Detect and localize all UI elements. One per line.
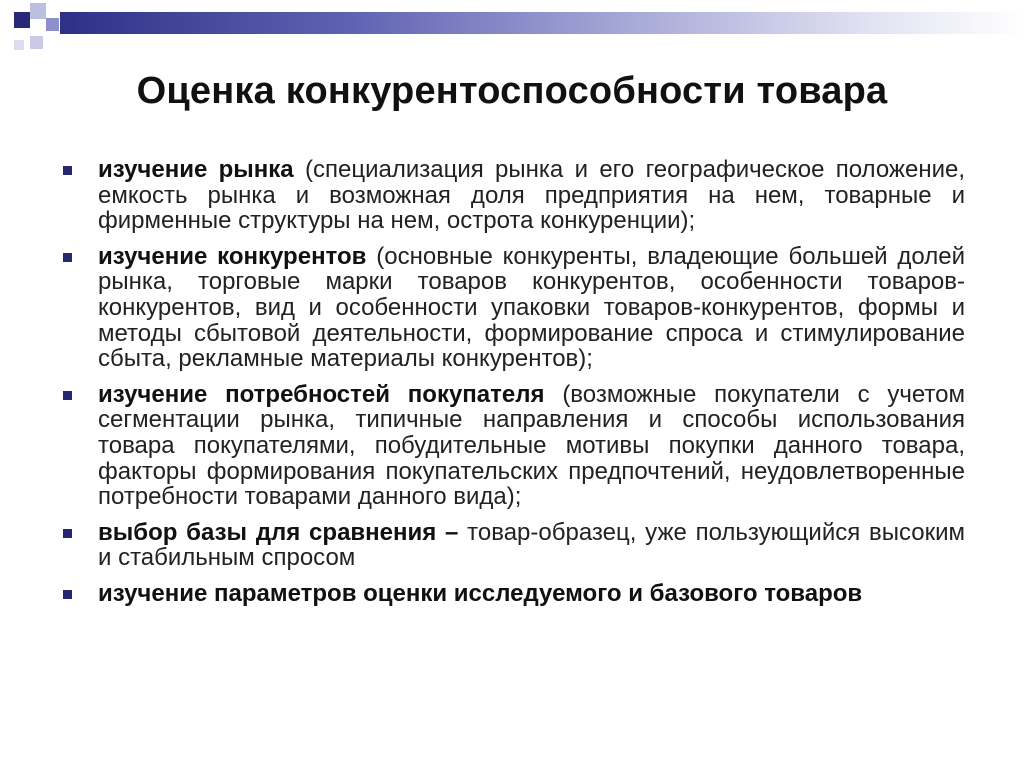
list-item [60, 382, 965, 510]
list-item-body: (специализация рынка и его географическое положение, емкость рынка и возможная доля предприятия на нем, товарные и фирменные структуры на нем, острота конкуренции); [98, 156, 965, 235]
bullet-list [60, 157, 965, 617]
decor-square [14, 40, 24, 50]
decor-square [46, 18, 59, 31]
decor-square [30, 36, 43, 49]
list-item-heading: изучение потребностей покупателя [98, 380, 545, 408]
list-item-heading: изучение конкурентов [98, 242, 367, 270]
header-gradient-bar [60, 12, 1024, 34]
list-item [60, 157, 965, 234]
square-bullet-icon [63, 253, 72, 262]
square-bullet-icon [63, 166, 72, 175]
list-item-heading: выбор базы для сравнения – [98, 518, 459, 546]
list-item-heading: изучение рынка [98, 156, 294, 183]
list-item-text [98, 244, 965, 372]
list-item-body: (возможные покупатели с учетом сегментации рынка, типичные направления и способы использования товара покупателями, побудительные мотивы покупки данного товара, факторы формирования покупательских предпочтений, неудовлетворенные потребности товарами данного вида); [98, 380, 966, 511]
list-item-text [98, 581, 965, 607]
decor-square [14, 12, 30, 28]
list-item-text [98, 382, 965, 510]
list-item [60, 244, 965, 372]
slide-title: Оценка конкурентоспособности товара [136, 70, 888, 112]
list-item-text [98, 520, 965, 571]
decor-square [30, 3, 46, 19]
list-item-body: (основные конкуренты, владеющие большей долей рынка, торговые марки товаров конкурентов, особенности товаров-конкурентов, вид и особенности упаковки товаров-конкурентов, формы и методы сбытовой деятельности, формирование спроса и стимулирование сбыта, рекламные материалы конкурентов); [98, 242, 965, 373]
list-item-heading: изучение параметров оценки исследуемого и базового товаров [98, 579, 863, 607]
square-bullet-icon [63, 529, 72, 538]
square-bullet-icon [63, 590, 72, 599]
list-item-body: товар-образец, уже пользующийся высоким и стабильным спросом [98, 518, 966, 572]
list-item [60, 520, 965, 571]
list-item [60, 581, 965, 607]
square-bullet-icon [63, 391, 72, 400]
list-item-text [98, 157, 965, 234]
